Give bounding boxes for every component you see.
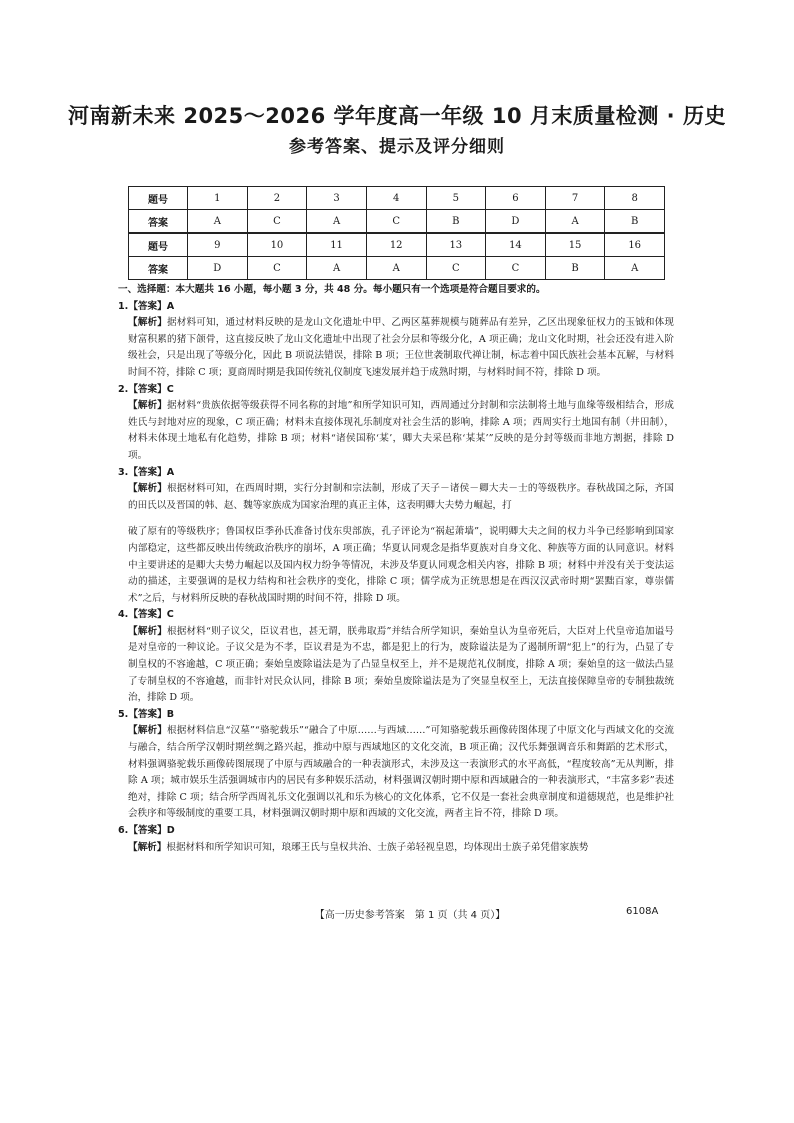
answer-cell: A [366, 257, 426, 280]
explanation-tag: 【解析】 [128, 725, 167, 737]
question-answer: 4.【答案】C [118, 609, 174, 621]
page-number-label: 【高一历史参考答案 第 1 页（共 4 页）】 [314, 910, 506, 921]
question-answer: 6.【答案】D [118, 825, 175, 836]
question-number-cell: 5 [426, 187, 486, 210]
row-label: 答案 [129, 257, 188, 280]
question-2 [118, 382, 674, 465]
answer-cell: C [247, 257, 307, 280]
section-heading: 一、选择题：本大题共 16 小题，每小题 3 分，共 48 分。每小题只有一个选项是符合题目要求的。 [118, 284, 546, 295]
question-answer: 5.【答案】B [118, 708, 175, 720]
document-code: 6108A [626, 906, 659, 917]
question-number-cell: 6 [486, 187, 546, 210]
explanation-tag: 【解析】 [128, 841, 167, 853]
explanation-tag: 【解析】 [128, 400, 167, 412]
question-answer: 3.【答案】A [118, 466, 175, 478]
explanation-tag: 【解析】 [128, 625, 167, 637]
question-5 [118, 707, 674, 823]
question-4 [118, 607, 674, 707]
explanation-text: 根据材料信息“汉墓”“骆驼载乐”“融合了中原……与西域……”可知骆驼载乐画像砖图体现了中原文化与西域文化的交流与融合，结合所学汉朝时期丝绸之路兴起，推动中原与西域地区的文化交流，B 项正确；汉代乐舞强调音乐和舞蹈的艺术形式，材料强调骆驼载乐画像砖图展现了中原与西域融合的一种表演形式，未涉及这一表演形式的水平高低，“程度较高”无从判断，排除 A 项；城市娱乐生活强调城市内的居民有多种娱乐活动，材料强调汉朝时期中原和西域融合的一种表演形式，“丰富多彩”表述绝对，排除 C 项；结合所学西周礼乐文化强调以礼和乐为核心的文化体系，它不仅是一套社会典章制度和道德规范，也是维护社会秩序和等级制度的重要工具，材料强调汉朝时期中原和西域的文化交流，两者主旨不符，排除 D 项。 [128, 725, 675, 820]
answer-explanations [118, 282, 674, 856]
question-number-cell: 14 [486, 233, 546, 257]
explanation-tag: 【解析】 [128, 317, 168, 329]
question-number-row [129, 233, 665, 257]
question-number-cell: 7 [545, 187, 605, 210]
explanation-tag: 【解析】 [128, 483, 168, 495]
question-6 [118, 823, 674, 856]
answer-cell: A [545, 210, 605, 234]
answer-row [129, 257, 665, 280]
question-explanation [128, 723, 674, 823]
question-number-cell: 4 [366, 187, 426, 210]
explanation-text: 据材料“贵族依据等级获得不同名称的封地”和所学知识可知，西周通过分封制和宗法制将土地与血缘等级相结合，形成姓氏与封地对应的现象，C 项正确；材料未直接体现礼乐制度对社会生活的影响，排除 A 项；西周实行土地国有制（井田制），材料未体现土地私有化趋势，排除 B 项；材料“诸侯国称‘某’，卿大夫采邑称‘某某’”反映的是分封等级而非地方割据，排除 D 项。 [128, 400, 674, 461]
question-explanation [128, 624, 674, 707]
answer-cell: C [426, 257, 486, 280]
question-number-cell: 13 [426, 233, 486, 257]
answer-cell: B [605, 210, 665, 234]
question-explanation [128, 840, 674, 857]
question-explanation [128, 315, 674, 381]
scan-gap [118, 514, 674, 524]
answer-cell: A [188, 210, 248, 234]
question-number-row [129, 187, 665, 210]
answer-table [128, 186, 665, 280]
answer-cell: A [307, 210, 367, 234]
question-number-cell: 11 [307, 233, 367, 257]
question-number-cell: 10 [247, 233, 307, 257]
answer-cell: D [486, 210, 546, 234]
answer-cell: C [247, 210, 307, 234]
explanation-text: 根据材料和所学知识可知，琅琊王氏与皇权共治、士族子弟轻视皇恩，均体现出士族子弟凭借家族势 [166, 841, 589, 853]
question-explanation-continued: 破了原有的等级秩序；鲁国权臣季孙氏准备讨伐东臾部族，孔子评论为“祸起萧墙”，说明卿大夫之间的权力斗争已经影响到国家内部稳定，这些都反映出传统政治秩序的崩坏，A 项正确；华夏认同观念是指华夏族对自身文化、种族等方面的认同意识。材料中主要讲述的是卿大夫势力崛起以及国内权力纷争等情况，未涉及华夏认同观念相关内容，排除 B 项；材料中并没有关于变法运动的描述，主要强调的是权力结构和社会秩序的变化，排除 C 项；儒学成为正统思想是在西汉汉武帝时期“罢黜百家，尊崇儒术”之后，与材料所反映的春秋战国时期的时间不符，排除 D 项。 [128, 526, 674, 604]
question-number-cell: 9 [188, 233, 248, 257]
answer-cell: A [605, 257, 665, 280]
question-number-cell: 3 [307, 187, 367, 210]
question-answer: 2.【答案】C [118, 383, 174, 395]
answer-row [129, 210, 665, 234]
row-label: 答案 [129, 210, 188, 234]
question-explanation [128, 398, 674, 464]
question-3 [118, 465, 674, 608]
question-explanation [128, 481, 674, 514]
question-number-cell: 15 [545, 233, 605, 257]
answer-cell: B [545, 257, 605, 280]
question-1 [118, 299, 674, 382]
explanation-text: 根据材料可知，在西周时期，实行分封制和宗法制，形成了天子－诸侯－卿大夫－士的等级秩序。春秋战国之际，齐国的田氏以及晋国的韩、赵、魏等家族成为国家治理的真正主体，这表明卿大夫势力崛起，打 [128, 483, 675, 511]
question-number-cell: 12 [366, 233, 426, 257]
row-label: 题号 [129, 233, 188, 257]
answer-cell: B [426, 210, 486, 234]
answer-cell: D [188, 257, 248, 280]
question-number-cell: 1 [188, 187, 248, 210]
answer-cell: A [307, 257, 367, 280]
question-number-cell: 16 [605, 233, 665, 257]
answer-cell: C [486, 257, 546, 280]
question-number-cell: 8 [605, 187, 665, 210]
explanation-text: 根据材料“则子议父，臣议君也，甚无谓，朕弗取焉”并结合所学知识，秦始皇认为皇帝死后，大臣对上代皇帝追加谥号是对皇帝的一种议论。子议父是为不孝，臣议君是为不忠，都是犯上的行为，废除谥法是为了遏制所谓“犯上”的行为，凸显了专制皇权的不容逾越，C 项正确；秦始皇废除谥法是为了凸显皇权至上，并不是规范礼仪制度，排除 A 项；秦始皇的这一做法凸显了专制皇权的不容逾越，而非针对民众认同，排除 B 项；秦始皇废除谥法是为了突显皇权至上，无法直接保障皇帝的专制独裁统治，排除 D 项。 [128, 625, 674, 704]
explanation-text: 据材料可知，通过材料反映的是龙山文化遗址中甲、乙两区墓葬规模与随葬品有差异，乙区出现象征权力的玉钺和体现财富积累的猪下颌骨，这直接反映了龙山文化遗址中出现了社会分层和等级分化，A 项正确；龙山文化时期，社会还没有进入阶级社会，只是出现了等级分化，因此 B 项说法错误，排除 B 项；王位世袭制取代禅让制，标志着中国氏族社会基本瓦解，与材料时间不符，排除 C 项；夏商周时期是我国传统礼仪制度飞速发展并趋于成熟时期，与材料时间不符，排除 D 项。 [128, 317, 675, 378]
page-title: 河南新未来 2025～2026 学年度高一年级 10 月末质量检测 · 历史 [68, 104, 726, 128]
page-subtitle: 参考答案、提示及评分细则 [289, 137, 505, 157]
question-number-cell: 2 [247, 187, 307, 210]
question-answer: 1.【答案】A [118, 300, 175, 312]
answer-cell: C [366, 210, 426, 234]
row-label: 题号 [129, 187, 188, 210]
